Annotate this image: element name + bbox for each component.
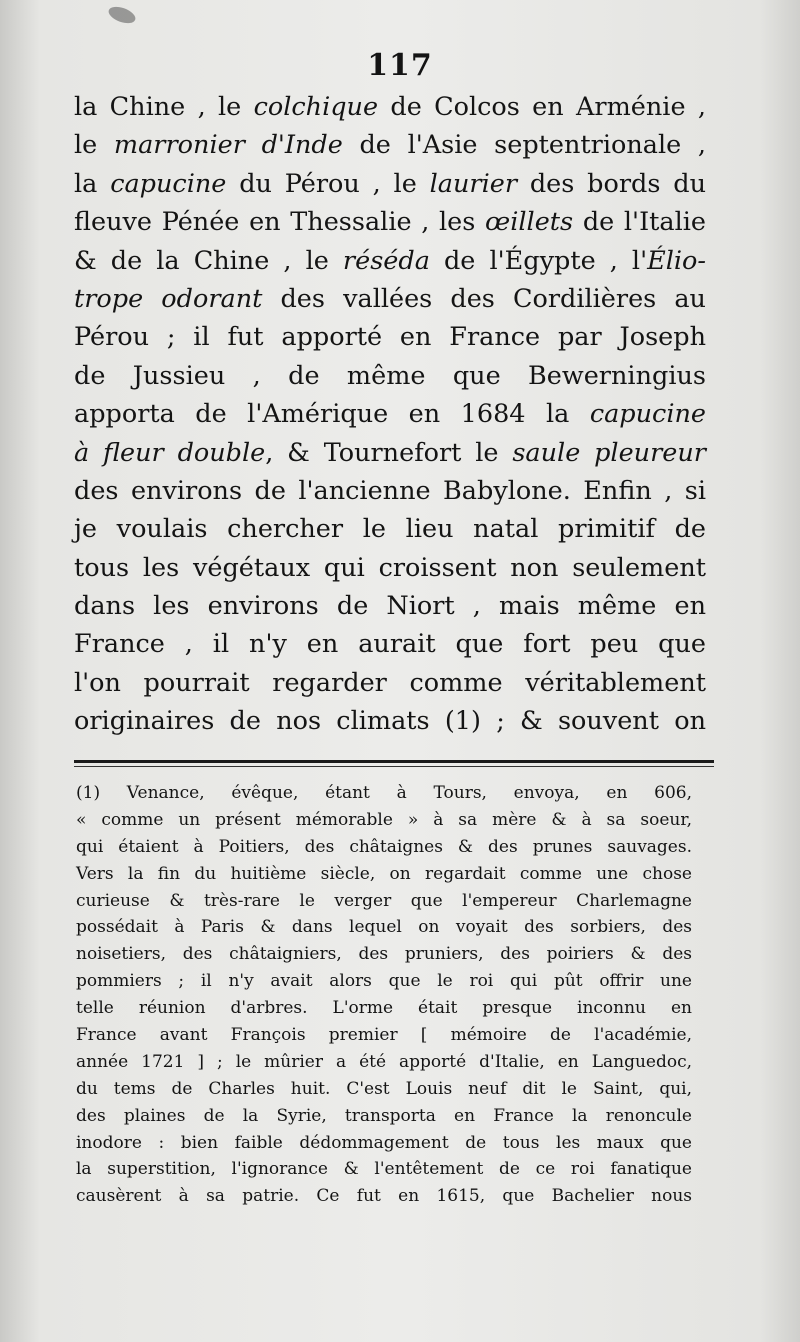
text-line <box>74 625 706 663</box>
italic-term: Élio- <box>647 245 706 276</box>
footnote-line: telle réunion d'arbres. L'orme était presque inconnu en <box>76 998 692 1019</box>
footnote <box>76 780 692 1210</box>
text-segment: de l'Égypte , l' <box>429 245 648 276</box>
footnote-line: Vers la fin du huitième siècle, on regardait comme une chose <box>76 863 692 884</box>
footnote-line: année 1721 ] ; le mûrier a été apporté d'Italie, en Languedoc, <box>76 1051 692 1072</box>
italic-term: capucine <box>589 399 706 430</box>
text-segment: Pérou ; il fut apporté en France par Joseph <box>74 322 706 353</box>
footnote-line: pommiers ; il n'y avait alors que le roi qui pût offrir une <box>76 971 692 992</box>
text-segment: des environs de l'ancienne Babylone. Enfin , si <box>74 475 706 506</box>
text-segment: apporta de l'Amérique en 1684 la <box>74 399 590 430</box>
text-segment: de Colcos en Arménie , <box>378 92 706 122</box>
footnote-line: inodore : bien faible dédommagement de tous les maux que <box>76 1132 692 1153</box>
text-segment: fleuve Pénée en Thessalie , les <box>74 207 486 238</box>
italic-term: capucine <box>110 168 227 199</box>
text-segment: je voulais chercher le lieu natal primitif de <box>74 514 706 545</box>
footnote-line: (1) Venance, évêque, étant à Tours, envoya, en 606, <box>76 783 692 803</box>
footnote-line: causèrent à sa patrie. Ce fut en 1615, que Bachelier nous <box>76 1186 692 1207</box>
footnote-line: France avant François premier [ mémoire de l'académie, <box>76 1025 692 1046</box>
footnote-line: qui étaient à Poitiers, des châtaignes & des prunes sauvages. <box>76 836 692 857</box>
italic-term: marronier d'Inde <box>113 130 343 161</box>
text-segment: la <box>74 168 111 199</box>
italic-term: colchique <box>253 92 379 122</box>
text-line <box>74 702 706 740</box>
footnote-line: des plaines de la Syrie, transporta en France la renoncule <box>76 1105 692 1126</box>
text-line <box>74 434 706 472</box>
footnote-rule-thin <box>74 766 714 767</box>
text-segment: originaires de nos climats (1) ; & souvent on <box>74 706 706 737</box>
text-segment: tous les végétaux qui croissent non seulement <box>74 552 706 583</box>
text-segment: du Pérou , le <box>226 168 430 199</box>
text-line <box>74 126 706 164</box>
text-line <box>74 165 706 203</box>
page-number: 117 <box>367 48 433 83</box>
text-line <box>74 510 706 548</box>
footnote-line: « comme un présent mémorable » à sa mère & à sa soeur, <box>76 809 692 830</box>
text-line <box>74 357 706 395</box>
text-segment: le <box>74 130 114 161</box>
text-segment: des vallées des Cordilières au <box>262 283 706 314</box>
footnote-line: du tems de Charles huit. C'est Louis neuf dit le Saint, qui, <box>76 1078 692 1099</box>
italic-term: trope odorant <box>74 283 263 314</box>
text-segment: & de la Chine , le <box>74 245 343 276</box>
text-segment: la Chine , le <box>74 92 254 122</box>
italic-term: réséda <box>342 245 430 276</box>
italic-term: laurier <box>429 168 518 199</box>
text-line <box>74 395 706 433</box>
footnote-line: possédait à Paris & dans lequel on voyait des sorbiers, des <box>76 917 692 938</box>
text-line <box>74 318 706 356</box>
text-line <box>74 472 706 510</box>
footnote-line: curieuse & très-rare le verger que l'empereur Charlemagne <box>76 890 692 911</box>
italic-term: saule pleureur <box>512 437 706 468</box>
text-segment: dans les environs de Niort , mais même en <box>74 591 706 622</box>
text-segment: de l'Italie <box>573 207 706 238</box>
italic-term: à fleur double <box>74 437 266 468</box>
footnote-rule <box>74 760 714 763</box>
italic-term: œillets <box>485 207 574 238</box>
text-line <box>74 88 706 126</box>
text-segment: des bords du <box>517 168 707 199</box>
text-line <box>74 242 706 280</box>
footnote-line: la superstition, l'ignorance & l'entêtement de ce roi fanatique <box>76 1159 692 1180</box>
ink-smudge <box>106 4 137 27</box>
footnote-line: noisetiers, des châtaigniers, des pruniers, des poiriers & des <box>76 944 692 965</box>
text-segment: , & Tournefort le <box>265 437 513 468</box>
text-line <box>74 664 706 702</box>
text-line <box>74 280 706 318</box>
text-segment: de l'Asie septentrionale , <box>342 130 706 161</box>
text-line <box>74 587 706 625</box>
text-segment: de Jussieu , de même que Bewerningius <box>74 360 706 391</box>
text-line <box>74 549 706 587</box>
text-line <box>74 203 706 241</box>
text-segment: France , il n'y en aurait que fort peu que <box>74 629 706 660</box>
text-segment: l'on pourrait regarder comme véritablement <box>74 667 706 698</box>
main-text <box>74 88 706 741</box>
